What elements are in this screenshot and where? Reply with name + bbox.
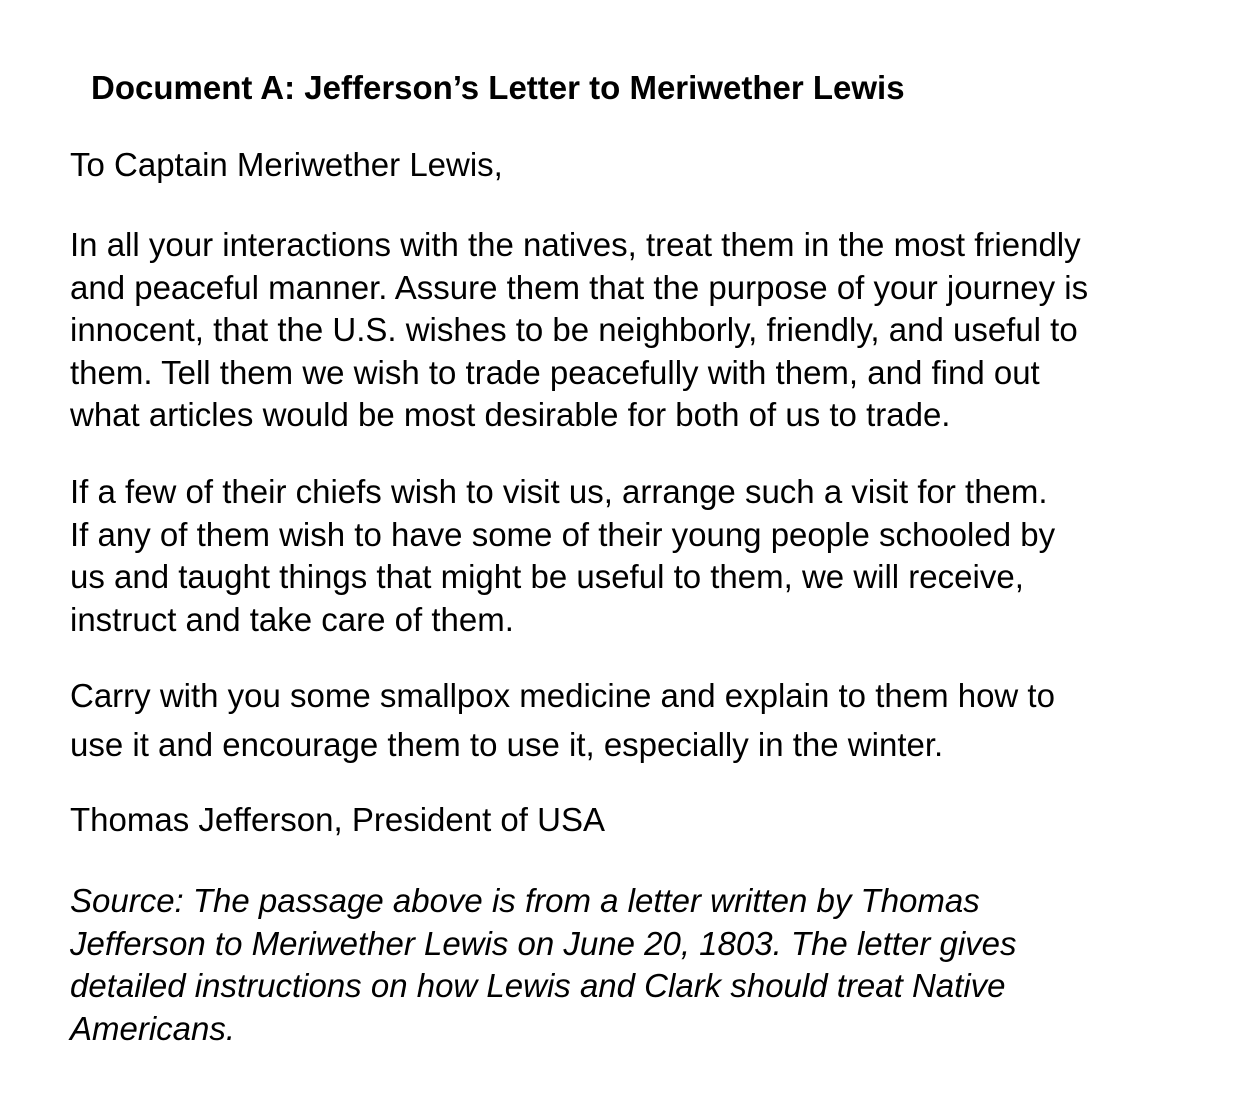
- text-line: us and taught things that might be useful to them, we will receive,: [70, 558, 1024, 595]
- text-line: them. Tell them we wish to trade peacefully with them, and find out: [70, 353, 1040, 391]
- text-line: If any of them wish to have some of their young people schooled by: [70, 515, 1056, 553]
- paragraph-chiefs-visit: [70, 471, 1200, 641]
- source-citation: [70, 880, 1200, 1050]
- text-line: and peaceful manner. Assure them that the purpose of your journey is: [70, 268, 1089, 306]
- text-line: instruct and take care of them.: [70, 600, 514, 638]
- document-title: Document A: Jefferson’s Letter to Meriwether Lewis: [91, 69, 905, 106]
- text-line: Americans.: [70, 1009, 236, 1047]
- paragraph-trade-instructions: [70, 224, 1200, 437]
- text-line: Carry with you some smallpox medicine and explain to them how to: [70, 677, 1055, 714]
- text-line: innocent, that the U.S. wishes to be neighborly, friendly, and useful to: [70, 311, 1078, 348]
- text-line: If a few of their chiefs wish to visit us, arrange such a visit for them.: [70, 473, 1048, 510]
- letter-signature: Thomas Jefferson, President of USA: [70, 801, 605, 838]
- text-line: Source: The passage above is from a letter written by Thomas: [70, 882, 980, 919]
- text-line: use it and encourage them to use it, especially in the winter.: [70, 725, 944, 763]
- text-line: detailed instructions on how Lewis and Clark should treat Native: [70, 967, 1006, 1004]
- text-line: Jefferson to Meriwether Lewis on June 20, 1803. The letter gives: [70, 924, 1017, 962]
- paragraph-smallpox-medicine: [70, 675, 1200, 766]
- text-line: In all your interactions with the natives, treat them in the most friendly: [70, 226, 1081, 263]
- text-line: what articles would be most desirable for both of us to trade.: [70, 396, 951, 433]
- letter-salutation: To Captain Meriwether Lewis,: [70, 146, 503, 183]
